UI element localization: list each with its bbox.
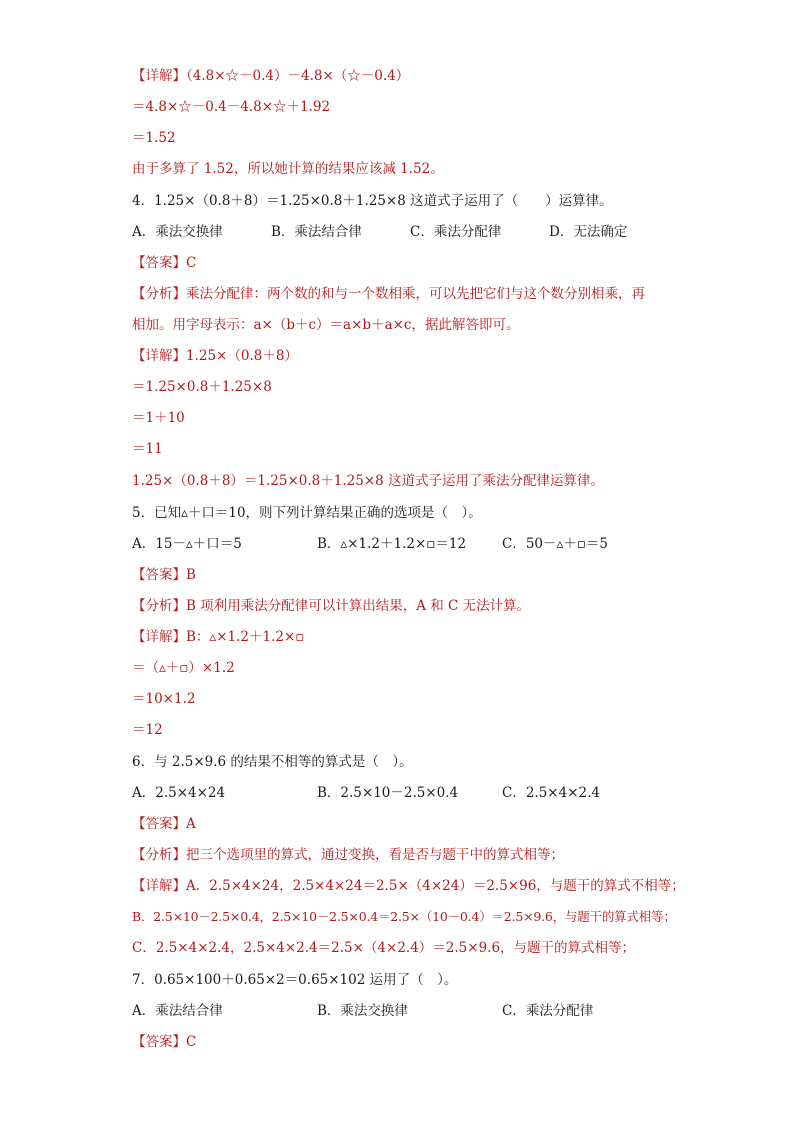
detail-label: 【详解】 xyxy=(132,878,186,894)
answer-label: 【答案】 xyxy=(132,255,186,271)
q5-stem: 5．已知▵＋口＝10，则下列计算结果正确的选项是（ ）。 xyxy=(132,505,482,521)
q6-detail-text1: A．2.5×4×24，2.5×4×24＝2.5×（4×24）＝2.5×96，与题干的算式不相等； xyxy=(186,878,685,894)
q3-detail-line3: ＝1.52 xyxy=(132,130,176,146)
answer-label: 【答案】 xyxy=(132,1034,186,1050)
q4-option-d: D．无法确定 xyxy=(549,224,628,240)
detail-label: 【详解】 xyxy=(132,348,186,364)
q6-analysis xyxy=(132,846,564,864)
q7-option-b: B．乘法交换律 xyxy=(317,1003,408,1019)
q5-detail-line1 xyxy=(132,628,304,646)
q6-option-c: C．2.5×4×2.4 xyxy=(502,785,600,801)
answer-label: 【答案】 xyxy=(132,816,186,832)
q6-detail-line2: B．2.5×10－2.5×0.4，2.5×10－2.5×0.4＝2.5×（10－0.4）＝2.5×9.6，与题干的算式相等； xyxy=(132,909,676,924)
q3-detail-expr: （4.8×☆－0.4）－4.8×（☆－0.4） xyxy=(186,68,410,84)
q5-answer xyxy=(132,566,196,584)
q4-analysis-line1 xyxy=(132,285,645,303)
q5-analysis-text: B 项利用乘法分配律可以计算出结果，A 和 C 无法计算。 xyxy=(186,598,531,614)
analysis-label: 【分析】 xyxy=(132,847,186,863)
q4-detail-line4: ＝11 xyxy=(132,441,163,457)
q6-detail-line3: C．2.5×4×2.4，2.5×4×2.4＝2.5×（4×2.4）＝2.5×9.6，与题干的算式相等； xyxy=(132,940,636,956)
q4-detail-expr: 1.25×（0.8＋8） xyxy=(186,348,298,364)
q7-answer xyxy=(132,1033,196,1051)
q4-detail-line3: ＝1＋10 xyxy=(132,410,185,426)
detail-label: 【详解】 xyxy=(132,629,186,645)
analysis-label: 【分析】 xyxy=(132,286,186,302)
q7-option-a: A．乘法结合律 xyxy=(132,1003,223,1019)
q6-answer xyxy=(132,815,196,833)
q5-option-b: B．▵×1.2＋1.2×▫＝12 xyxy=(317,536,467,552)
q3-conclusion: 由于多算了 1.52，所以她计算的结果应该减 1.52。 xyxy=(132,161,444,177)
q4-stem: 4．1.25×（0.8＋8）＝1.25×0.8＋1.25×8 这道式子运用了（ ）运算律。 xyxy=(132,193,613,209)
q5-answer-value: B xyxy=(186,567,196,583)
q4-detail-line5: 1.25×（0.8＋8）＝1.25×0.8＋1.25×8 这道式子运用了乘法分配律运算律。 xyxy=(132,473,605,489)
q5-analysis xyxy=(132,597,530,615)
q7-option-c: C．乘法分配律 xyxy=(502,1003,594,1019)
q3-detail-line2: ＝4.8×☆－0.4－4.8×☆＋1.92 xyxy=(132,99,331,115)
q4-answer-value: C xyxy=(186,255,197,271)
q4-answer xyxy=(132,254,196,272)
q6-option-b: B．2.5×10－2.5×0.4 xyxy=(317,785,459,801)
q4-option-a: A．乘法交换律 xyxy=(132,224,223,240)
q5-option-a: A．15－▵＋口＝5 xyxy=(132,536,242,552)
q4-detail-line1 xyxy=(132,347,298,365)
q4-option-c: C．乘法分配律 xyxy=(410,224,502,240)
q6-detail-line1 xyxy=(132,877,685,895)
q6-answer-value: A xyxy=(186,816,196,832)
analysis-label: 【分析】 xyxy=(132,598,186,614)
q4-detail-line2: ＝1.25×0.8＋1.25×8 xyxy=(132,379,272,395)
q4-option-b: B．乘法结合律 xyxy=(271,224,362,240)
q6-stem: 6．与 2.5×9.6 的结果不相等的算式是（ ）。 xyxy=(132,754,413,770)
q5-option-c: C．50－▵＋▫＝5 xyxy=(502,536,609,552)
q7-answer-value: C xyxy=(186,1034,197,1050)
q6-option-a: A．2.5×4×24 xyxy=(132,785,226,801)
q4-analysis-line2: 相加。用字母表示：a×（b＋c）＝a×b＋a×c，据此解答即可。 xyxy=(132,317,520,333)
answer-label: 【答案】 xyxy=(132,567,186,583)
q5-detail-line3: ＝10×1.2 xyxy=(132,691,196,707)
q5-detail-line2: ＝（▵＋▫）×1.2 xyxy=(132,660,235,676)
q5-detail-line4: ＝12 xyxy=(132,722,163,738)
q3-detail-line1 xyxy=(132,67,409,85)
q7-stem: 7．0.65×100＋0.65×2＝0.65×102 运用了（ ）。 xyxy=(132,972,458,988)
q4-analysis-text1: 乘法分配律：两个数的和与一个数相乘，可以先把它们与这个数分别相乘，再 xyxy=(186,286,645,302)
q5-detail-expr: B：▵×1.2＋1.2×▫ xyxy=(186,629,305,645)
detail-label: 【详解】 xyxy=(132,68,186,84)
q6-analysis-text: 把三个选项里的算式，通过变换，看是否与题干中的算式相等； xyxy=(186,847,564,863)
